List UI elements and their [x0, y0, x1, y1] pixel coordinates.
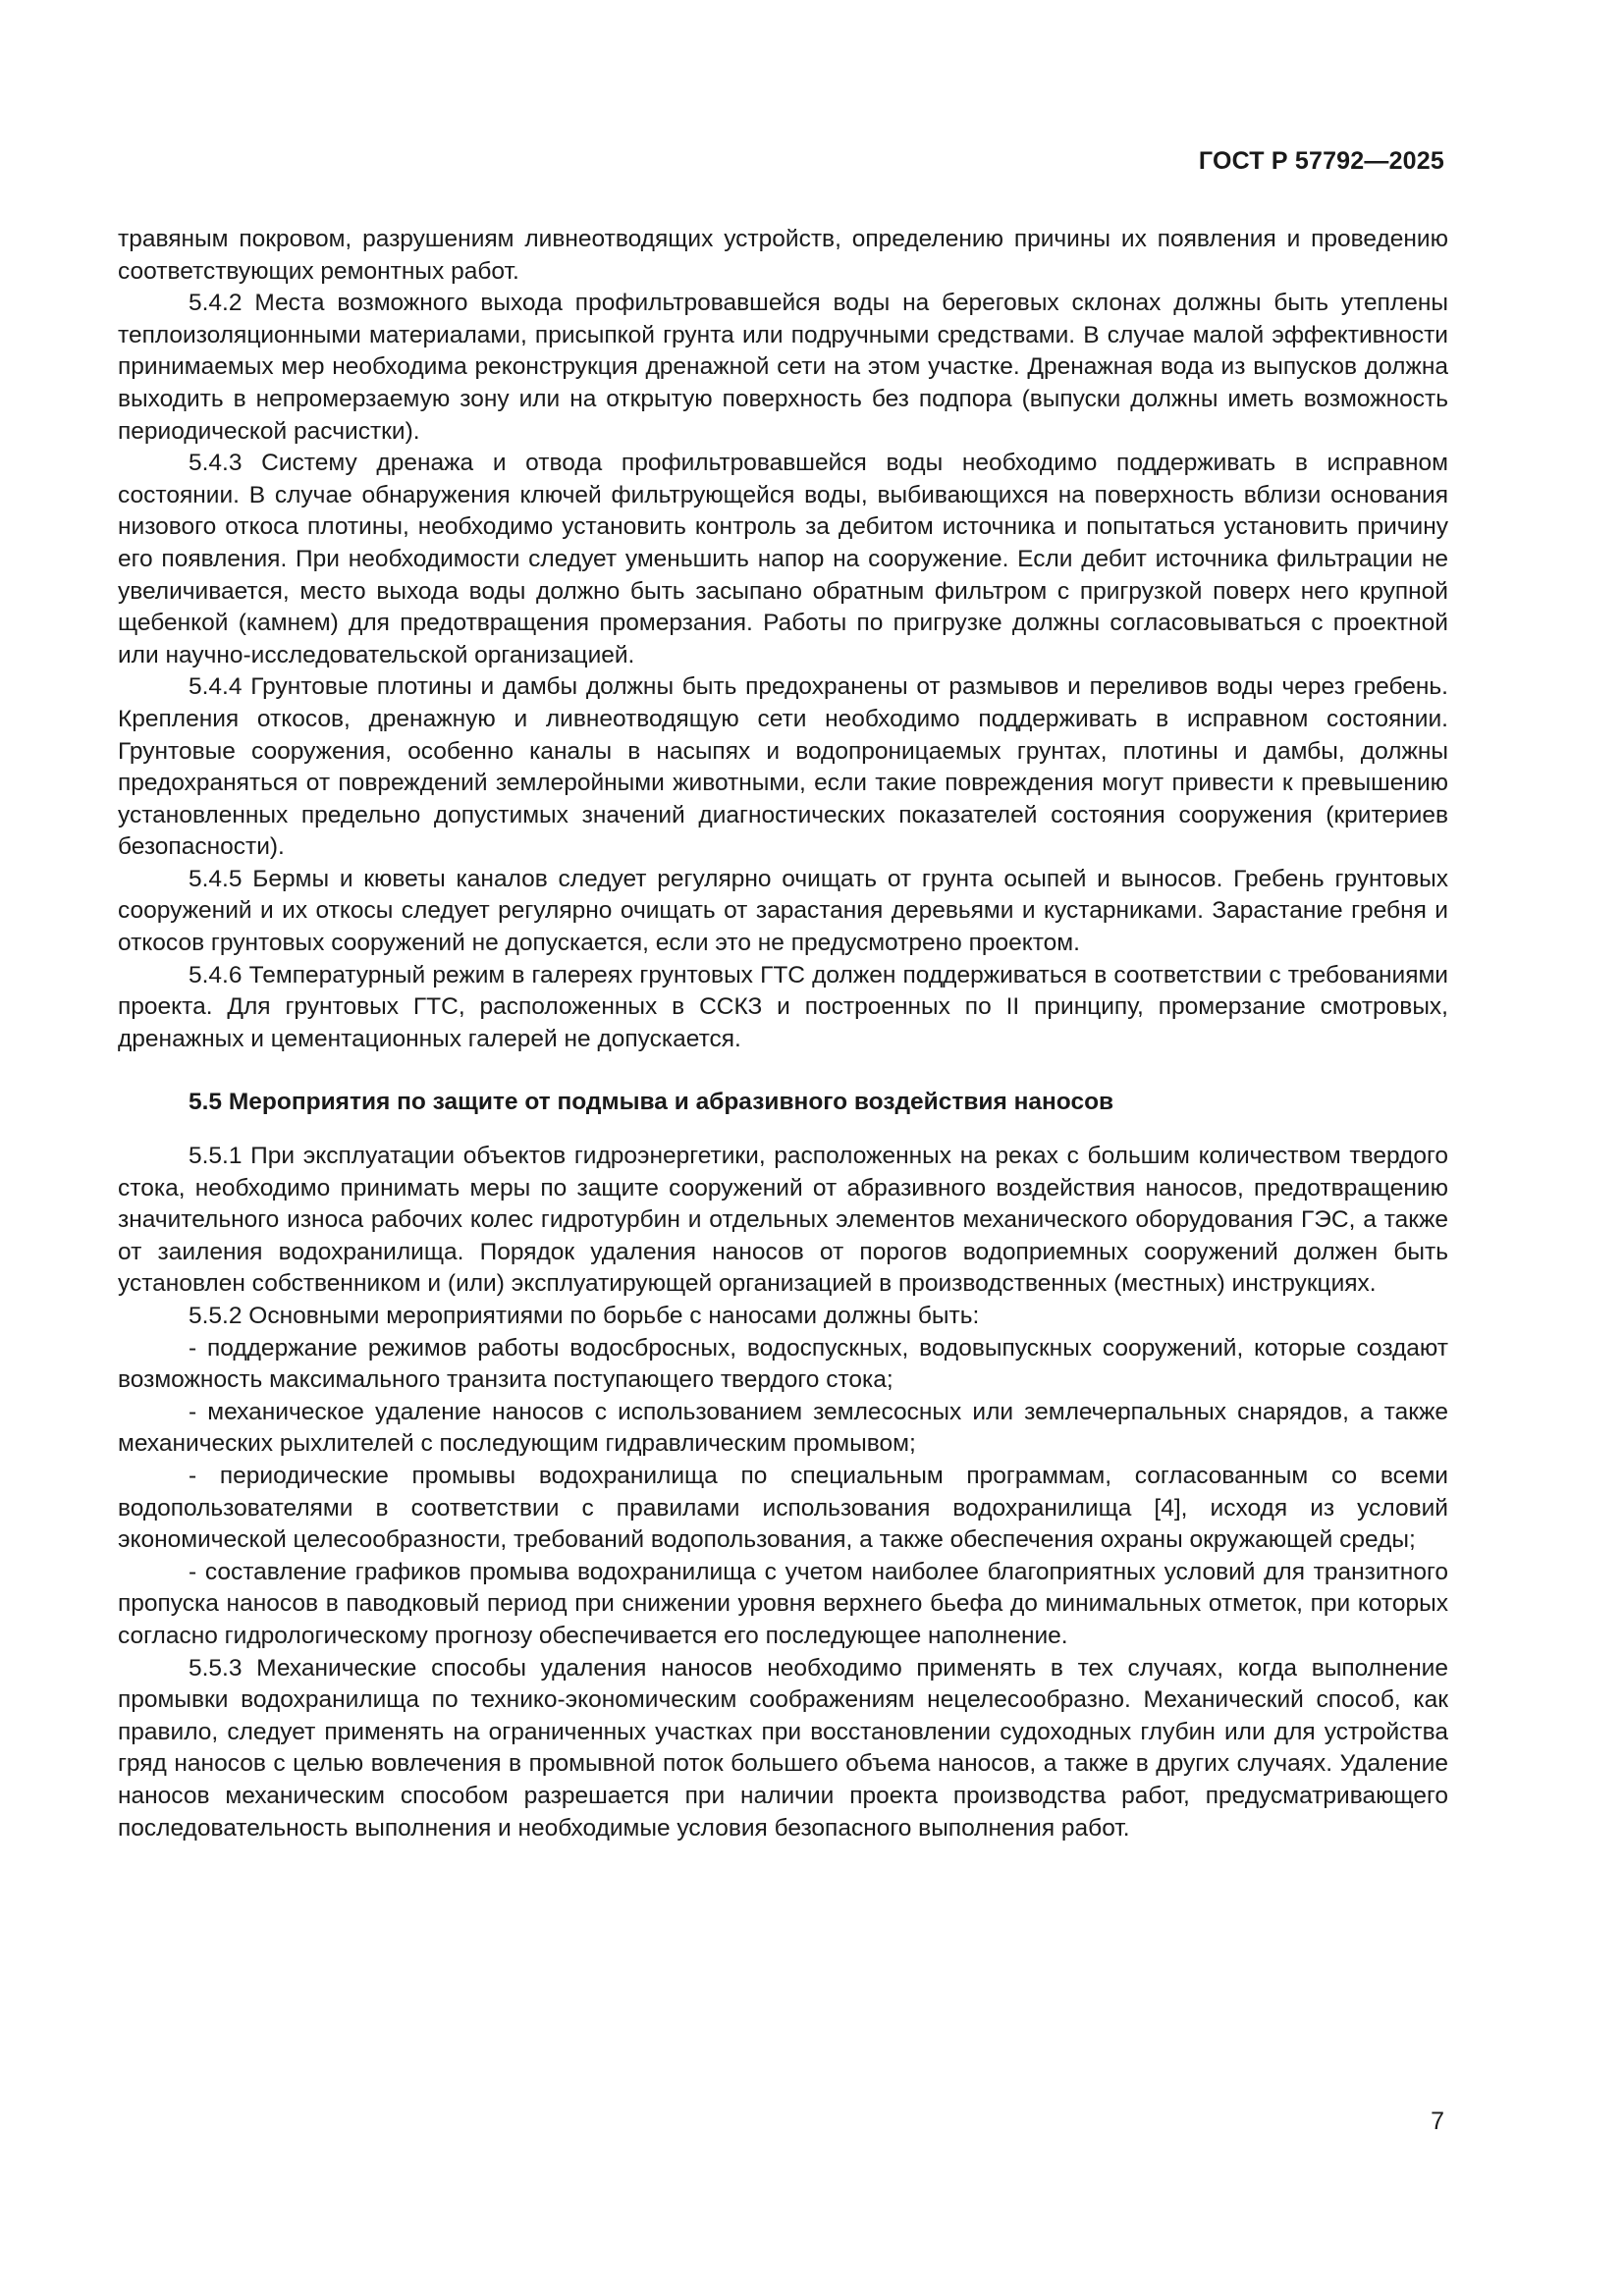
paragraph-5-4-2: 5.4.2 Места возможного выхода профильтровавшейся воды на береговых склонах должны быть утеплены теплоизоляционными материалами, присыпкой грунта или подручными средствами. В случае малой эффективности принимаемых мер необходима реконструкция дренажной сети на этом участке. Дренажная вода из выпусков должна выходить в непромерзаемую зону или на открытую поверхность без подпора (выпуски должны иметь возможность периодической расчистки).	[118, 290, 1448, 445]
list-item-mechanical-removal: - механическое удаление наносов с использованием землесосных или землечерпальных снарядов, а также механических рыхлителей с последующим гидравлическим промывом;	[118, 1398, 1448, 1458]
list-item-flushing-schedule: - составление графиков промыва водохранилища с учетом наиболее благоприятных условий для транзитного пропуска наносов в паводковый период при снижении уровня верхнего бьефа до минимальных отметок, при которых согласно гидрологическому прогнозу обеспечивается его последующее наполнение.	[118, 1558, 1448, 1649]
paragraph-5-4-3: 5.4.3 Систему дренажа и отвода профильтровавшейся воды необходимо поддерживать в исправном состоянии. В случае обнаружения ключей фильтрующейся воды, выбивающихся на поверхность вблизи основания низового откоса плотины, необходимо установить контроль за дебитом источника и попытаться установить причину его появления. При необходимости следует уменьшить напор на сооружение. Если дебит источника фильтрации не увеличивается, место выхода воды должно быть засыпано обратным фильтром с пригрузкой поверх него крупной щебенкой (камнем) для предотвращения промерзания. Работы по пригрузке должны согласовываться с проектной или научно-исследовательской организацией.	[118, 450, 1448, 668]
paragraph-5-5-1: 5.5.1 При эксплуатации объектов гидроэнергетики, расположенных на реках с большим количеством твердого стока, необходимо принимать меры по защите сооружений от абразивного воздействия наносов, предотвращению значительного износа рабочих колес гидротурбин и отдельных элементов механического оборудования ГЭС, а также от заиления водохранилища. Порядок удаления наносов от порогов водоприемных сооружений должен быть установлен собственником и (или) эксплуатирующей организацией в производственных (местных) инструкциях.	[118, 1143, 1448, 1298]
list-item-regimes: - поддержание режимов работы водосбросных, водоспускных, водовыпускных сооружений, которые создают возможность максимального транзита поступающего твердого стока;	[118, 1334, 1448, 1394]
section-heading-5-5: 5.5 Мероприятия по защите от подмыва и абразивного воздействия наносов	[189, 1089, 1114, 1116]
paragraph-5-4-6: 5.4.6 Температурный режим в галереях грунтовых ГТС должен поддерживаться в соответствии с требованиями проекта. Для грунтовых ГТС, расположенных в ССКЗ и построенных по II принципу, промерзание смотровых, дренажных и цементационных галерей не допускается.	[118, 961, 1448, 1052]
page-number: 7	[1431, 2108, 1444, 2135]
paragraph-5-5-3: 5.5.3 Механические способы удаления наносов необходимо применять в тех случаях, когда выполнение промывки водохранилища по технико-экономическим соображениям нецелесообразно. Механический способ, как правило, следует применять на ограниченных участках при восстановлении судоходных глубин или для устройства гряд наносов с целью вовлечения в промывной поток большего объема наносов, а также в других случаях. Удаление наносов механическим способом разрешается при наличии проекта производства работ, предусматривающего последовательность выполнения и необходимые условия безопасного выполнения работ.	[118, 1654, 1448, 1842]
paragraph-5-5-2: 5.5.2 Основными мероприятиями по борьбе с наносами должны быть:	[189, 1303, 980, 1329]
standard-header: ГОСТ Р 57792—2025	[1198, 147, 1444, 175]
paragraph-continued: травяным покровом, разрушениям ливнеотводящих устройств, определению причины их появления и проведению соответствующих ремонтных работ.	[118, 226, 1448, 285]
paragraph-5-4-5: 5.4.5 Бермы и кюветы каналов следует регулярно очищать от грунта осыпей и выносов. Гребень грунтовых сооружений и их откосы следует регулярно очищать от зарастания деревьями и кустарниками. Зарастание гребня и откосов грунтовых сооружений не допускается, если это не предусмотрено проектом.	[118, 865, 1448, 957]
list-item-periodic-flushing: - периодические промывы водохранилища по специальным программам, согласованным со всеми водопользователями в соответствии с правилами использования водохранилища [4], исходя из условий экономической целесообразности, требований водопользования, а также обеспечения охраны окружающей среды;	[118, 1462, 1448, 1554]
document-body	[118, 224, 1448, 1844]
paragraph-5-4-4: 5.4.4 Грунтовые плотины и дамбы должны быть предохранены от размывов и переливов воды через гребень. Крепления откосов, дренажную и ливнеотводящую сети необходимо поддерживать в исправном состоянии. Грунтовые сооружения, особенно каналы в насыпях и водопроницаемых грунтах, плотины и дамбы, должны предохраняться от повреждений землеройными животными, если такие повреждения могут привести к превышению установленных предельно допустимых значений диагностических показателей состояния сооружения (критериев безопасности).	[118, 673, 1448, 861]
